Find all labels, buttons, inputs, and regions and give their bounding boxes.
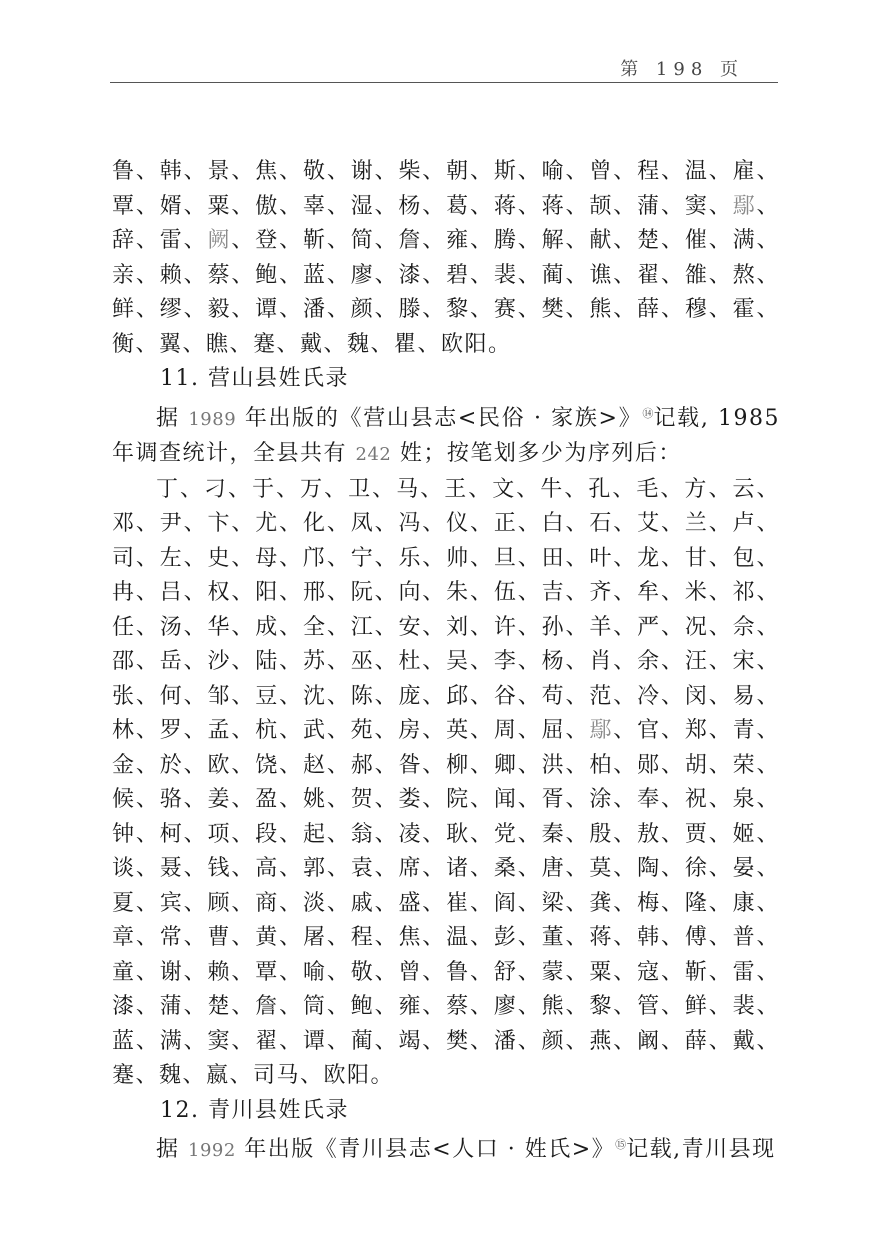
- footnote-marker: ⑭: [642, 406, 654, 420]
- surname-count: 242: [355, 444, 392, 465]
- faded-character: 鄢: [589, 718, 614, 743]
- surname-list-continued: 鲁、韩、景、焦、敬、谢、柴、朝、斯、喻、曾、程、温、雇、覃、婿、粟、傲、辜、湿、杨、葛、蒋、蒋、颉、蒲、窦、鄢、辞、雷、阙、登、靳、简、詹、雍、腾、解、献、楚、催、满、亲、赖、蔡、鲍、蓝、廖、漆、碧、裴、蔺、谯、翟、雒、熬、鲜、缪、毅、谭、潘、颜、滕、黎、赛、樊、熊、薛、穆、霍、衡、翼、瞧、蹇、戴、魏、瞿、欧阳。: [112, 159, 780, 357]
- section-heading: 11. 营山县姓氏录: [160, 366, 349, 391]
- page-header: [110, 52, 778, 83]
- faded-character: 阙: [207, 228, 232, 253]
- section-intro: 据 1992 年出版《青川县志<人口 · 姓氏>》⑮记载,青川县现: [156, 1137, 776, 1162]
- year: 1989: [188, 408, 237, 430]
- year: 1992: [188, 1140, 236, 1161]
- page-body: [112, 155, 780, 1169]
- section-heading: 12. 青川县姓氏录: [160, 1097, 349, 1123]
- page-number: 第 198 页: [620, 59, 744, 80]
- footnote-marker: ⑮: [615, 1138, 627, 1151]
- surname-list: 丁、刁、于、万、卫、马、王、文、牛、孔、毛、方、云、邓、尹、卞、尤、化、凤、冯、仪、正、白、石、艾、兰、卢、司、左、史、母、邝、宁、乐、帅、旦、田、叶、龙、甘、包、冉、吕、权、阳、邢、阮、向、朱、伍、吉、齐、牟、米、祁、任、汤、华、成、全、江、安、刘、许、孙、羊、严、况、佘、邵、岳、沙、陆、苏、巫、杜、吴、李、杨、肖、余、汪、宋、张、何、邹、豆、沈、陈、庞、邱、谷、苟、范、冷、闵、易、林、罗、孟、杭、武、苑、房、英、周、屈、鄢、官、郑、青、金、於、欧、饶、赵、郝、昝、柳、卿、洪、柏、郧、胡、荣、候、骆、姜、盈、姚、贺、娄、院、闻、胥、涂、奉、祝、泉、钟、柯、项、段、起、翁、凌、耿、党、秦、殷、敖、贾、姬、谈、聂、钱、高、郭、袁、席、诸、桑、唐、莫、陶、徐、晏、夏、宾、顾、商、淡、戚、盛、崔、阎、梁、龚、梅、隆、康、章、常、曹、黄、屠、程、焦、温、彭、董、蒋、韩、傅、普、童、谢、赖、覃、喻、敬、曾、鲁、舒、蒙、粟、寇、靳、雷、漆、蒲、楚、詹、筒、鲍、雍、蔡、廖、熊、黎、管、鲜、裴、蓝、满、窦、翟、谭、蔺、竭、樊、潘、颜、燕、阚、薛、戴、蹇、魏、嬴、司马、欧阳。: [112, 476, 780, 1088]
- section-intro: 据 1989 年出版的《营山县志<民俗 · 家族>》⑭记载, 1985 年调查统计，全县共有 242 姓；按笔划多少为序列后：: [112, 405, 780, 466]
- faded-character: 鄢: [732, 193, 757, 219]
